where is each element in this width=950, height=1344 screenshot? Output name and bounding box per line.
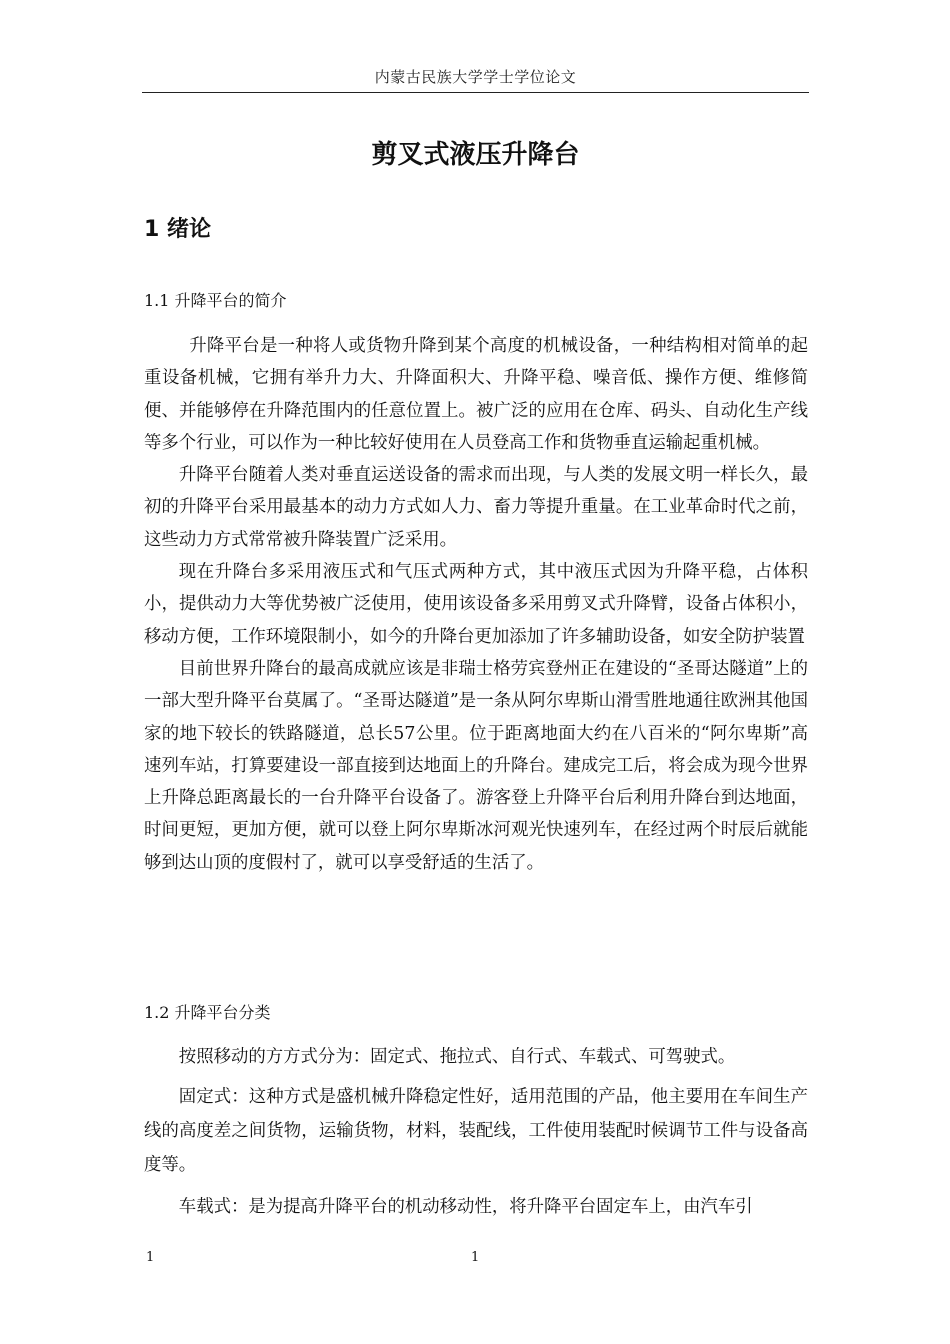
footer-page-number-left: 1	[146, 1250, 155, 1265]
paragraph: 升降平台随着人类对垂直运送设备的需求而出现，与人类的发展文明一样长久，最初的升降平台采用最基本的动力方式如人力、畜力等提升重量。在工业革命时代之前，这些动力方式常常被升降装置广泛采用。	[144, 465, 808, 550]
section-1-1-body	[144, 330, 808, 879]
document-title: 剪叉式液压升降台	[371, 140, 580, 170]
running-header: 内蒙古民族大学学士学位论文	[374, 68, 577, 86]
paragraph: 升降平台是一种将人或货物升降到某个高度的机械设备，一种结构相对简单的起重设备机械，它拥有举升力大、升降面积大、升降平稳、噪音低、操作方便、维修简便、并能够停在升降范围内的任意位置上。被广泛的应用在仓库、码头、自动化生产线等多个行业，可以作为一种比较好使用在人员登高工作和货物垂直运输起重机械。	[144, 336, 808, 453]
section-1-2-body-c	[144, 1191, 808, 1223]
paragraph: 固定式：这种方式是盛机械升降稳定性好，适用范围的产品，他主要用在车间生产线的高度差之间货物，运输货物，材料，装配线，工件使用装配时候调节工件与设备高度等。	[144, 1087, 808, 1175]
footer-page-number-center: 1	[471, 1250, 480, 1265]
chapter-heading: 1 绪论	[144, 217, 211, 242]
section-1-2-body-b	[144, 1080, 808, 1182]
paragraph: 现在升降台多采用液压式和气压式两种方式，其中液压式因为升降平稳，占体积小，提供动力大等优势被广泛使用，使用该设备多采用剪叉式升降臂，设备占体积小，移动方便，工作环境限制小，如今的升降台更加添加了许多辅助设备，如安全防护装置	[144, 562, 808, 647]
paragraph: 车载式：是为提高升降平台的机动移动性，将升降平台固定车上，由汽车引	[178, 1197, 753, 1217]
section-heading-1-1: 1.1 升降平台的简介	[144, 291, 287, 310]
section-1-2-body-a	[144, 1041, 808, 1073]
section-heading-1-2: 1.2 升降平台分类	[144, 1003, 271, 1022]
header-divider	[142, 92, 809, 93]
paragraph: 按照移动的方方式分为：固定式、拖拉式、自行式、车载式、可驾驶式。	[178, 1047, 736, 1067]
paragraph: 目前世界升降台的最高成就应该是非瑞士格劳宾登州正在建设的“圣哥达隧道”上的一部大型升降平台莫属了。“圣哥达隧道”是一条从阿尔卑斯山滑雪胜地通往欧洲其他国家的地下较长的铁路隧道，总长57公里。位于距离地面大约在八百米的“阿尔卑斯”高速列车站，打算要建设一部直接到达地面上的升降台。建成完工后，将会成为现今世界上升降总距离最长的一台升降平台设备了。游客登上升降平台后利用升降台到达地面，时间更短，更加方便，就可以登上阿尔卑斯冰河观光快速列车，在经过两个时辰后就能够到达山顶的度假村了，就可以享受舒适的生活了。	[144, 658, 808, 873]
